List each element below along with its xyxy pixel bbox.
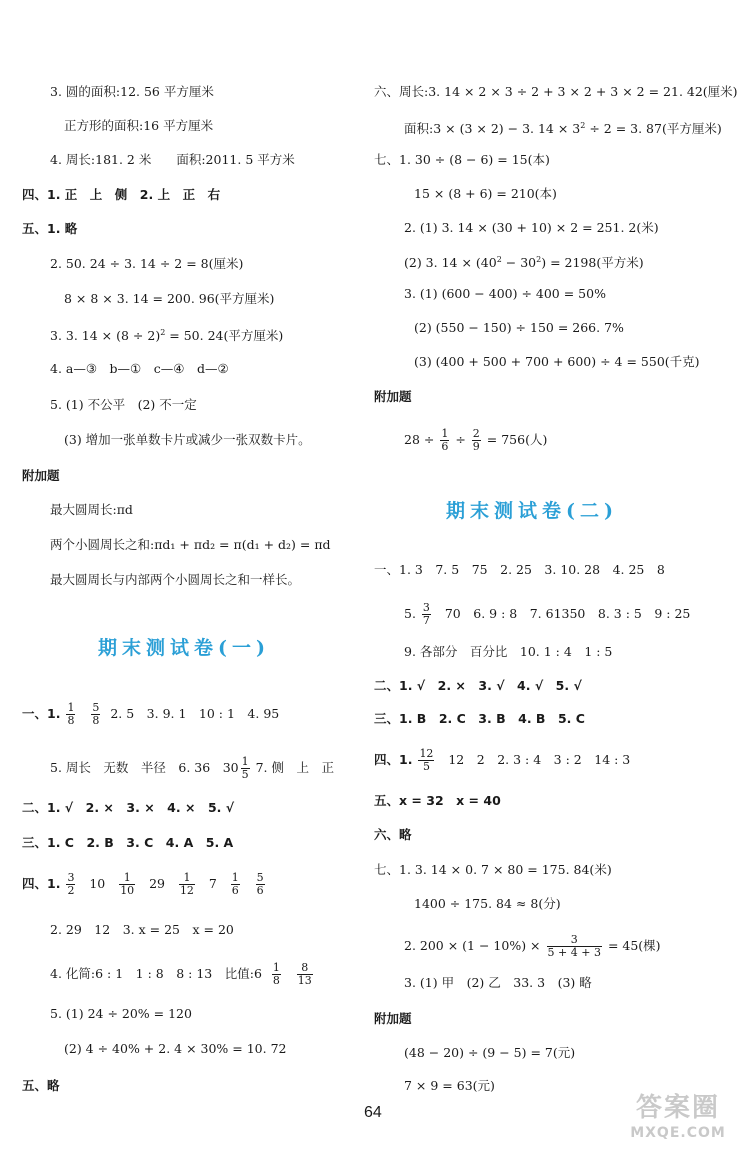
answer-text: 2. 5 3. 9. 1 10 : 1 4. 95: [110, 706, 280, 721]
formula-text: 面积:3 × (3 × 2) − 3. 14 × 3: [404, 121, 581, 137]
exponent: 2: [580, 121, 586, 130]
bonus-heading: 附加题: [374, 1011, 412, 1026]
answer-line: 4. a—③ b—① c—④ d—②: [50, 361, 229, 376]
answer-line: [404, 602, 690, 627]
formula-text: (2) 3. 14 × (40: [404, 255, 497, 271]
answer-line: [404, 934, 661, 959]
answer-line: 最大圆周长与内部两个小圆周长之和一样长。: [50, 572, 301, 587]
formula-text: 3. 3. 14 × (8 ÷ 2): [50, 328, 161, 344]
answer-line: 七、1. 30 ÷ (8 − 6) = 15(本): [374, 152, 550, 167]
answer-text: 12 2 2. 3 : 4 3 : 2 14 : 3: [448, 752, 631, 767]
answer-line: 5. (1) 不公平 (2) 不一定: [50, 397, 197, 412]
section-line: 五、略: [22, 1078, 60, 1093]
answer-line: 1400 ÷ 175. 84 ≈ 8(分): [414, 896, 561, 911]
answer-line: 3. 圆的面积:12. 56 平方厘米: [50, 84, 214, 99]
fraction: $\frac{2}{9}$: [472, 427, 480, 453]
page-number: 64: [364, 1104, 382, 1121]
answer-line: [22, 872, 267, 897]
section-title: 期末测试卷(一): [98, 637, 270, 659]
answer-line: 正方形的面积:16 平方厘米: [64, 118, 214, 133]
answer-line: 3. (1) 甲 (2) 乙 33. 3 (3) 略: [404, 975, 592, 990]
fraction: $\frac{5}{6}$: [256, 871, 264, 897]
exponent: 2: [160, 328, 166, 337]
fraction: $\frac{1}{5}$: [241, 755, 249, 781]
formula-text: = 756(人): [486, 432, 548, 447]
answer-line: 最大圆周长:πd: [50, 502, 133, 517]
exponent: 2: [536, 255, 542, 264]
section-title: 期末测试卷(二): [446, 500, 618, 522]
section-label: 四、1.: [374, 752, 413, 767]
fraction: $\frac{5}{8}$: [92, 701, 100, 727]
answer-line: (2) (550 − 150) ÷ 150 = 266. 7%: [414, 320, 624, 335]
answer-line: [22, 702, 279, 727]
section-line: 二、1. √ 2. × 3. √ 4. √ 5. √: [374, 678, 582, 693]
formula-text: = 50. 24(平方厘米): [165, 328, 284, 344]
answer-line: (48 − 20) ÷ (9 − 5) = 7(元): [404, 1045, 576, 1060]
watermark-logo: [614, 1092, 742, 1150]
section-label: 一、1.: [22, 706, 61, 721]
formula-text: 28 ÷: [404, 432, 435, 447]
formula-text: ) = 2198(平方米): [541, 255, 644, 271]
answer-line: [50, 756, 334, 781]
section-line: 五、1. 略: [22, 221, 78, 236]
formula-text: − 30: [501, 255, 537, 271]
answer-line: 8 × 8 × 3. 14 = 200. 96(平方厘米): [64, 291, 275, 306]
answer-text: 5.: [404, 606, 416, 621]
answer-line: 5. (1) 24 ÷ 20% = 120: [50, 1006, 192, 1021]
bonus-heading: 附加题: [22, 468, 60, 483]
section-line: 三、1. C 2. B 3. C 4. A 5. A: [22, 835, 234, 850]
section-line: 五、x = 32 x = 40: [374, 793, 501, 808]
answer-text: 5. 周长 无数 半径 6. 36 30: [50, 760, 239, 775]
formula-text: ÷: [455, 432, 466, 447]
fraction: $\frac{1}{6}$: [441, 427, 449, 453]
answer-line: 2. 29 12 3. x = 25 x = 20: [50, 922, 234, 937]
answer-line: [50, 962, 315, 987]
answer-line: 7 × 9 = 63(元): [404, 1078, 495, 1093]
formula-text: = 45(棵): [607, 938, 661, 953]
section-label: 四、1.: [22, 876, 61, 891]
section-line: 四、1. 正 上 侧 2. 上 正 右: [22, 187, 221, 202]
answer-line: 七、1. 3. 14 × 0. 7 × 80 = 175. 84(米): [374, 862, 612, 877]
answer-text: 7. 侧 上 正: [255, 760, 335, 775]
answer-text: 10: [89, 876, 106, 891]
answer-line: (3) 增加一张单数卡片或减少一张双数卡片。: [64, 432, 311, 447]
fraction: $\frac{1}{8}$: [67, 701, 75, 727]
section-line: 三、1. B 2. C 3. B 4. B 5. C: [374, 711, 585, 726]
answer-line: [374, 748, 630, 773]
answer-line: 六、周长:3. 14 × 2 × 3 ÷ 2 + 3 × 2 + 3 × 2 = 21. 42(厘米): [374, 84, 738, 99]
answer-line: [50, 325, 283, 344]
fraction: $\frac{1}{8}$: [272, 961, 280, 987]
fraction: $\frac{8}{13}$: [297, 961, 312, 987]
answer-text: 29: [149, 876, 166, 891]
watermark-text: 答案圈: [635, 1093, 720, 1123]
watermark-url: MXQE.COM: [630, 1125, 726, 1141]
answer-line: [404, 252, 644, 271]
answer-line: 一、1. 3 7. 5 75 2. 25 3. 10. 28 4. 25 8: [374, 562, 665, 577]
section-line: 六、略: [374, 827, 412, 842]
answer-text: 70 6. 9 : 8 7. 61350 8. 3 : 5 9 : 25: [444, 606, 691, 621]
answer-line: 4. 周长:181. 2 米 面积:2011. 5 平方米: [50, 152, 295, 167]
answer-line: [404, 118, 722, 137]
fraction: $\frac{1}{12}$: [179, 871, 194, 897]
fraction: $\frac{1}{10}$: [120, 871, 135, 897]
exponent: 2: [496, 255, 502, 264]
answer-line: 15 × (8 + 6) = 210(本): [414, 186, 557, 201]
formula-text: ÷ 2 = 3. 87(平方厘米): [585, 121, 722, 137]
section-line: 二、1. √ 2. × 3. × 4. × 5. √: [22, 800, 235, 815]
fraction: $\frac{3}{5 + 4 + 3}$: [547, 933, 601, 959]
fraction: $\frac{3}{2}$: [67, 871, 75, 897]
answer-line: 两个小圆周长之和:πd₁ + πd₂ = π(d₁ + d₂) = πd: [50, 537, 331, 552]
answer-line: 3. (1) (600 − 400) ÷ 400 = 50%: [404, 286, 606, 301]
answer-line: 2. (1) 3. 14 × (30 + 10) × 2 = 251. 2(米): [404, 220, 659, 235]
fraction: $\frac{12}{5}$: [419, 747, 434, 773]
answer-line: [404, 428, 547, 453]
fraction: $\frac{3}{7}$: [422, 601, 430, 627]
answer-text: 4. 化简:6 : 1 1 : 8 8 : 13 比值:6: [50, 966, 262, 981]
answer-text: 7: [208, 876, 217, 891]
answer-line: (2) 4 ÷ 40% + 2. 4 × 30% = 10. 72: [64, 1041, 287, 1056]
answer-line: 9. 各部分 百分比 10. 1 : 4 1 : 5: [404, 644, 613, 659]
answer-line: (3) (400 + 500 + 700 + 600) ÷ 4 = 550(千克): [414, 354, 700, 369]
answer-line: 2. 50. 24 ÷ 3. 14 ÷ 2 = 8(厘米): [50, 256, 244, 271]
bonus-heading: 附加题: [374, 389, 412, 404]
formula-text: 2. 200 × (1 − 10%) ×: [404, 938, 541, 953]
fraction: $\frac{1}{6}$: [231, 871, 239, 897]
